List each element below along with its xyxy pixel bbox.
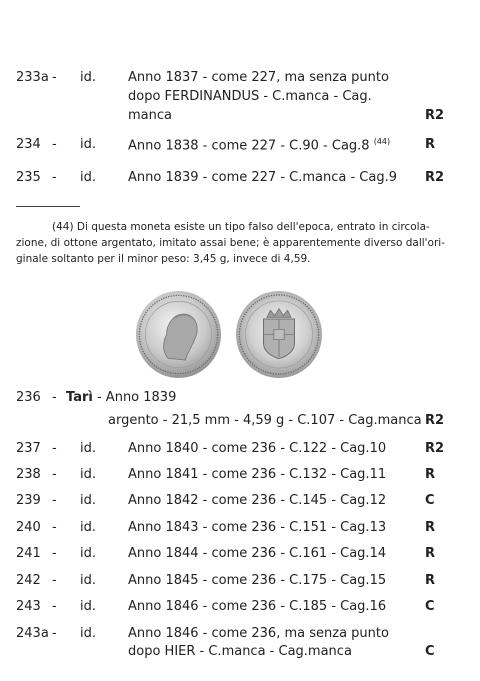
entry-description-line: Anno 1845 - come 236 - C.175 - Cag.15	[128, 573, 387, 588]
entry-id: id.	[80, 70, 96, 85]
entry-number: 241	[16, 546, 41, 561]
rarity-mark: R2	[425, 108, 445, 123]
entry-dash: -	[52, 137, 57, 152]
entry-description-text: Anno 1838 - come 227 - C.90 - Cag.8	[128, 138, 370, 154]
entry-number: 243	[16, 599, 41, 614]
entry-dash: -	[52, 70, 57, 85]
footnote-line: (44) Di questa moneta esiste un tipo falso dell'epoca, entrato in circola-	[52, 221, 430, 233]
entry-number: 233a	[16, 70, 49, 85]
entry-description-line: Anno 1846 - come 236 - C.185 - Cag.16	[128, 599, 387, 614]
entry-dash: -	[52, 441, 57, 456]
entry-dash: -	[52, 493, 57, 508]
entry-dash: -	[52, 626, 57, 641]
footnote-divider	[16, 206, 80, 207]
entry-dash: -	[52, 573, 57, 588]
entry-description-line: Anno 1842 - come 236 - C.145 - Cag.12	[128, 493, 387, 508]
rarity-mark: R2	[425, 413, 445, 428]
entry-description-line: Anno 1841 - come 236 - C.132 - Cag.11	[128, 467, 387, 482]
entry-description-line: Anno 1839 - come 227 - C.manca - Cag.9	[128, 170, 398, 185]
entry-id: id.	[80, 467, 96, 482]
footnote-reference: (44)	[373, 137, 391, 146]
entry-description-line: Anno 1846 - come 236, ma senza punto	[128, 626, 389, 641]
rarity-mark: C	[425, 644, 435, 659]
entry-dash: -	[52, 546, 57, 561]
rarity-mark: R2	[425, 170, 445, 185]
entry-id: id.	[80, 137, 96, 152]
entry-year: - Anno 1839	[96, 390, 177, 405]
rarity-mark: R	[425, 546, 436, 561]
rarity-mark: R	[425, 137, 436, 152]
entry-description-line: Anno 1844 - come 236 - C.161 - Cag.14	[128, 546, 387, 561]
entry-id: id.	[80, 546, 96, 561]
entry-description-line: dopo HIER - C.manca - Cag.manca	[128, 644, 352, 659]
entry-description-line: Anno 1840 - come 236 - C.122 - Cag.10	[128, 441, 387, 456]
entry-id: id.	[80, 626, 96, 641]
entry-number: 242	[16, 573, 41, 588]
entry-dash: -	[52, 170, 57, 185]
entry-id: id.	[80, 493, 96, 508]
footnote-line: ginale soltanto per il minor peso: 3,45 g, invece di 4,59.	[16, 253, 311, 265]
footnote-line: zione, di ottone argentato, imitato assai bene; è apparentemente diverso dall'ori-	[16, 237, 445, 249]
entry-id: id.	[80, 573, 96, 588]
entry-details: argento - 21,5 mm - 4,59 g - C.107 - Cag.manca	[108, 413, 422, 428]
rarity-mark: R	[425, 520, 436, 535]
rarity-mark: C	[425, 493, 435, 508]
rarity-mark: R2	[425, 441, 445, 456]
entry-number: 235	[16, 170, 41, 185]
coin-reverse-image	[236, 291, 322, 378]
entry-number: 234	[16, 137, 41, 152]
denomination-name: Tarì	[66, 390, 93, 405]
entry-dash: -	[52, 390, 57, 405]
entry-dash: -	[52, 599, 57, 614]
entry-description-line	[128, 137, 390, 153]
entry-description-line: Anno 1837 - come 227, ma senza punto	[128, 70, 389, 85]
entry-id: id.	[80, 441, 96, 456]
entry-id: id.	[80, 170, 96, 185]
entry-number: 238	[16, 467, 41, 482]
entry-number: 240	[16, 520, 41, 535]
entry-id: id.	[80, 599, 96, 614]
rarity-mark: C	[425, 599, 435, 614]
rarity-mark: R	[425, 573, 436, 588]
rarity-mark: R	[425, 467, 436, 482]
entry-number: 243a	[16, 626, 49, 641]
entry-dash: -	[52, 520, 57, 535]
entry-dash: -	[52, 467, 57, 482]
entry-description-line: manca	[128, 108, 172, 123]
entry-number: 236	[16, 390, 41, 405]
entry-number: 237	[16, 441, 41, 456]
entry-description-line: dopo FERDINANDUS - C.manca - Cag.	[128, 89, 372, 104]
entry-number: 239	[16, 493, 41, 508]
entry-description-line: Anno 1843 - come 236 - C.151 - Cag.13	[128, 520, 387, 535]
entry-id: id.	[80, 520, 96, 535]
entry-heading	[66, 390, 176, 405]
coin-obverse-image	[136, 291, 221, 378]
